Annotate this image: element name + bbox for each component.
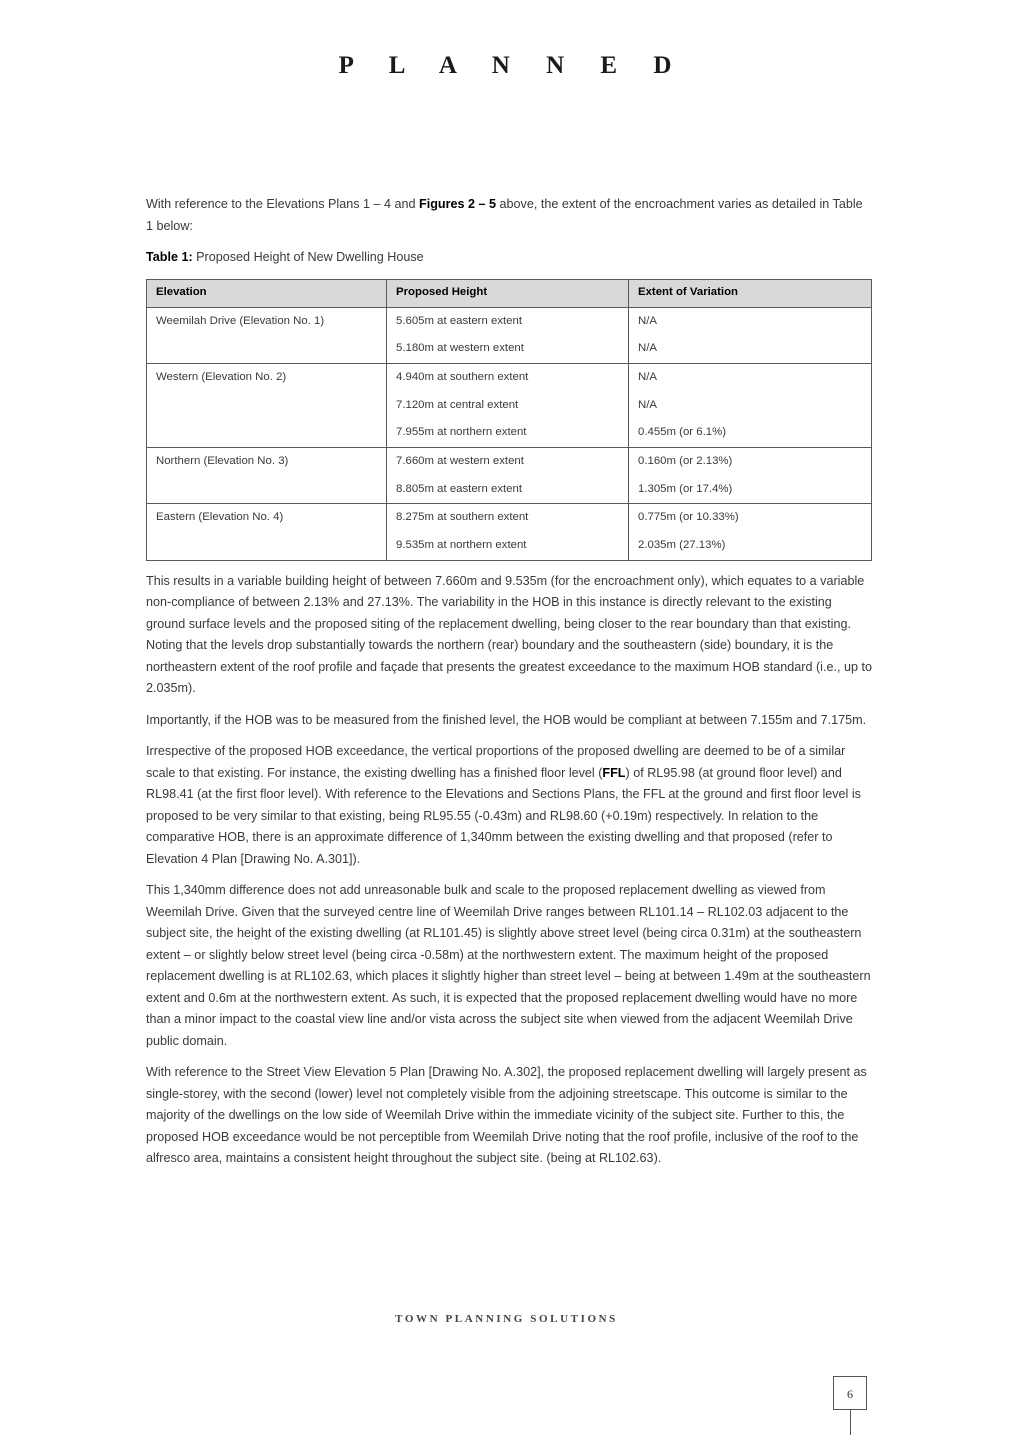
elevation-cell [147, 532, 387, 560]
elevation-cell: Weemilah Drive (Elevation No. 1) [147, 307, 387, 335]
intro-paragraph [146, 194, 872, 237]
elevation-cell [147, 392, 387, 420]
variation-cell: N/A [629, 335, 872, 363]
height-cell: 7.120m at central extent [387, 392, 629, 420]
table-row [147, 419, 872, 447]
page-number-line [850, 1410, 851, 1435]
variation-cell: N/A [629, 307, 872, 335]
variation-cell: 0.455m (or 6.1%) [629, 419, 872, 447]
variation-cell: 0.160m (or 2.13%) [629, 447, 872, 475]
height-table [146, 279, 872, 561]
paragraph-finished-level: Importantly, if the HOB was to be measured from the finished level, the HOB would be compliant at between 7.155m and 7.175m. [146, 712, 867, 727]
paragraph-proportions [146, 741, 872, 870]
variation-cell: 0.775m (or 10.33%) [629, 504, 872, 532]
table-row [147, 532, 872, 560]
elevation-cell: Western (Elevation No. 2) [147, 363, 387, 391]
height-cell: 4.940m at southern extent [387, 363, 629, 391]
table-caption-text: Proposed Height of New Dwelling House [192, 250, 424, 264]
table-row [147, 476, 872, 504]
ffl-term: FFL [602, 765, 626, 780]
figures-reference: Figures 2 – 5 [419, 197, 497, 211]
height-cell: 7.660m at western extent [387, 447, 629, 475]
document-body [146, 194, 872, 1180]
table-caption-label: Table 1: [146, 250, 193, 264]
table-row [147, 335, 872, 363]
variation-cell: 2.035m (27.13%) [629, 532, 872, 560]
page-number: 6 [833, 1376, 867, 1410]
height-cell: 8.805m at eastern extent [387, 476, 629, 504]
elevation-cell [147, 335, 387, 363]
variation-cell: 1.305m (or 17.4%) [629, 476, 872, 504]
intro-text-end: above, the extent of the encroachment varies as detailed in Table 1 below: [146, 197, 863, 233]
height-cell: 7.955m at northern extent [387, 419, 629, 447]
table-row [147, 363, 872, 391]
variation-cell: N/A [629, 363, 872, 391]
variation-cell: N/A [629, 392, 872, 420]
height-cell: 5.180m at western extent [387, 335, 629, 363]
elevation-cell: Northern (Elevation No. 3) [147, 447, 387, 475]
elevation-cell: Eastern (Elevation No. 4) [147, 504, 387, 532]
proportions-text: Irrespective of the proposed HOB exceedance, the vertical proportions of the proposed dwelling are deemed to be of a similar scale to that existing. For instance, the existing dwelling has a finished floor level ( [146, 744, 846, 780]
table-row [147, 307, 872, 335]
intro-text: With reference to the Elevations Plans 1 – 4 and [146, 197, 420, 211]
column-header-elevation: Elevation [147, 279, 387, 307]
proportions-text-end: ) of RL95.98 (at ground floor level) and RL98.41 (at the first floor level). With reference to the Elevations and Sections Plans, the FFL at the ground and first floor level is proposed to be very similar to that existing, being RL95.55 (-0.43m) and RL98.60 (+0.19m) respectively. In relation to the comparative HOB, there is an approximate difference of 1,340mm between the existing dwelling and that proposed (refer to Elevation 4 Plan [Drawing No. A.301]). [146, 765, 861, 866]
table-caption [146, 247, 872, 269]
table-header-row [147, 279, 872, 307]
column-header-proposed-height: Proposed Height [387, 279, 629, 307]
height-cell: 8.275m at southern extent [387, 504, 629, 532]
table-row [147, 392, 872, 420]
table-row [147, 504, 872, 532]
paragraph-bulk-scale: This 1,340mm difference does not add unreasonable bulk and scale to the proposed replacement dwelling as viewed from Weemilah Drive. Given that the surveyed centre line of Weemilah Drive ranges between RL101.14 – RL102.03 adjacent to the subject site, the height of the existing dwelling (at RL101.45) is slightly above street level (being circa 0.31m) at the southeastern extent – or slightly below street level (being circa -0.58m) at the northwestern extent. The maximum height of the proposed replacement dwelling is at RL102.63, which places it slightly higher than street level – being at between 1.49m at the southeastern extent and 0.6m at the northwestern extent. As such, it is expected that the proposed replacement dwelling would have no more than a minor impact to the coastal view line and/or vista across the subject site when viewed from the adjacent Weemilah Drive public domain. [146, 883, 871, 1048]
elevation-cell [147, 419, 387, 447]
height-cell: 5.605m at eastern extent [387, 307, 629, 335]
height-cell: 9.535m at northern extent [387, 532, 629, 560]
elevation-cell [147, 476, 387, 504]
table-row [147, 447, 872, 475]
paragraph-results: This results in a variable building height of between 7.660m and 9.535m (for the encroachment only), which equates to a variable non-compliance of between 2.13% and 27.13%. The variability in the HOB in this instance is directly relevant to the existing ground surface levels and the proposed siting of the replacement dwelling, being closer to the rear boundary than that existing. Noting that the levels drop substantially towards the northern (rear) boundary and the southeastern (side) boundary, it is the northeastern extent of the roof profile and façade that presents the greatest exceedance to the maximum HOB standard (i.e., up to 2.035m). [146, 573, 872, 696]
paragraph-street-view: With reference to the Street View Elevation 5 Plan [Drawing No. A.302], the proposed replacement dwelling will largely present as single-storey, with the second (lower) level not completely visible from the adjoining streetscape. This outcome is similar to the majority of the dwellings on the low side of Weemilah Drive within the immediate vicinity of the subject site. Further to this, the proposed HOB exceedance would be not perceptible from Weemilah Drive noting that the roof profile, inclusive of the roof to the alfresco area, maintains a consistent height throughout the subject site. (being at RL102.63). [146, 1065, 867, 1166]
footer-text: TOWN PLANNING SOLUTIONS [395, 1313, 618, 1325]
brand-header: P L A N N E D [338, 52, 687, 79]
column-header-extent-of-variation: Extent of Variation [629, 279, 872, 307]
